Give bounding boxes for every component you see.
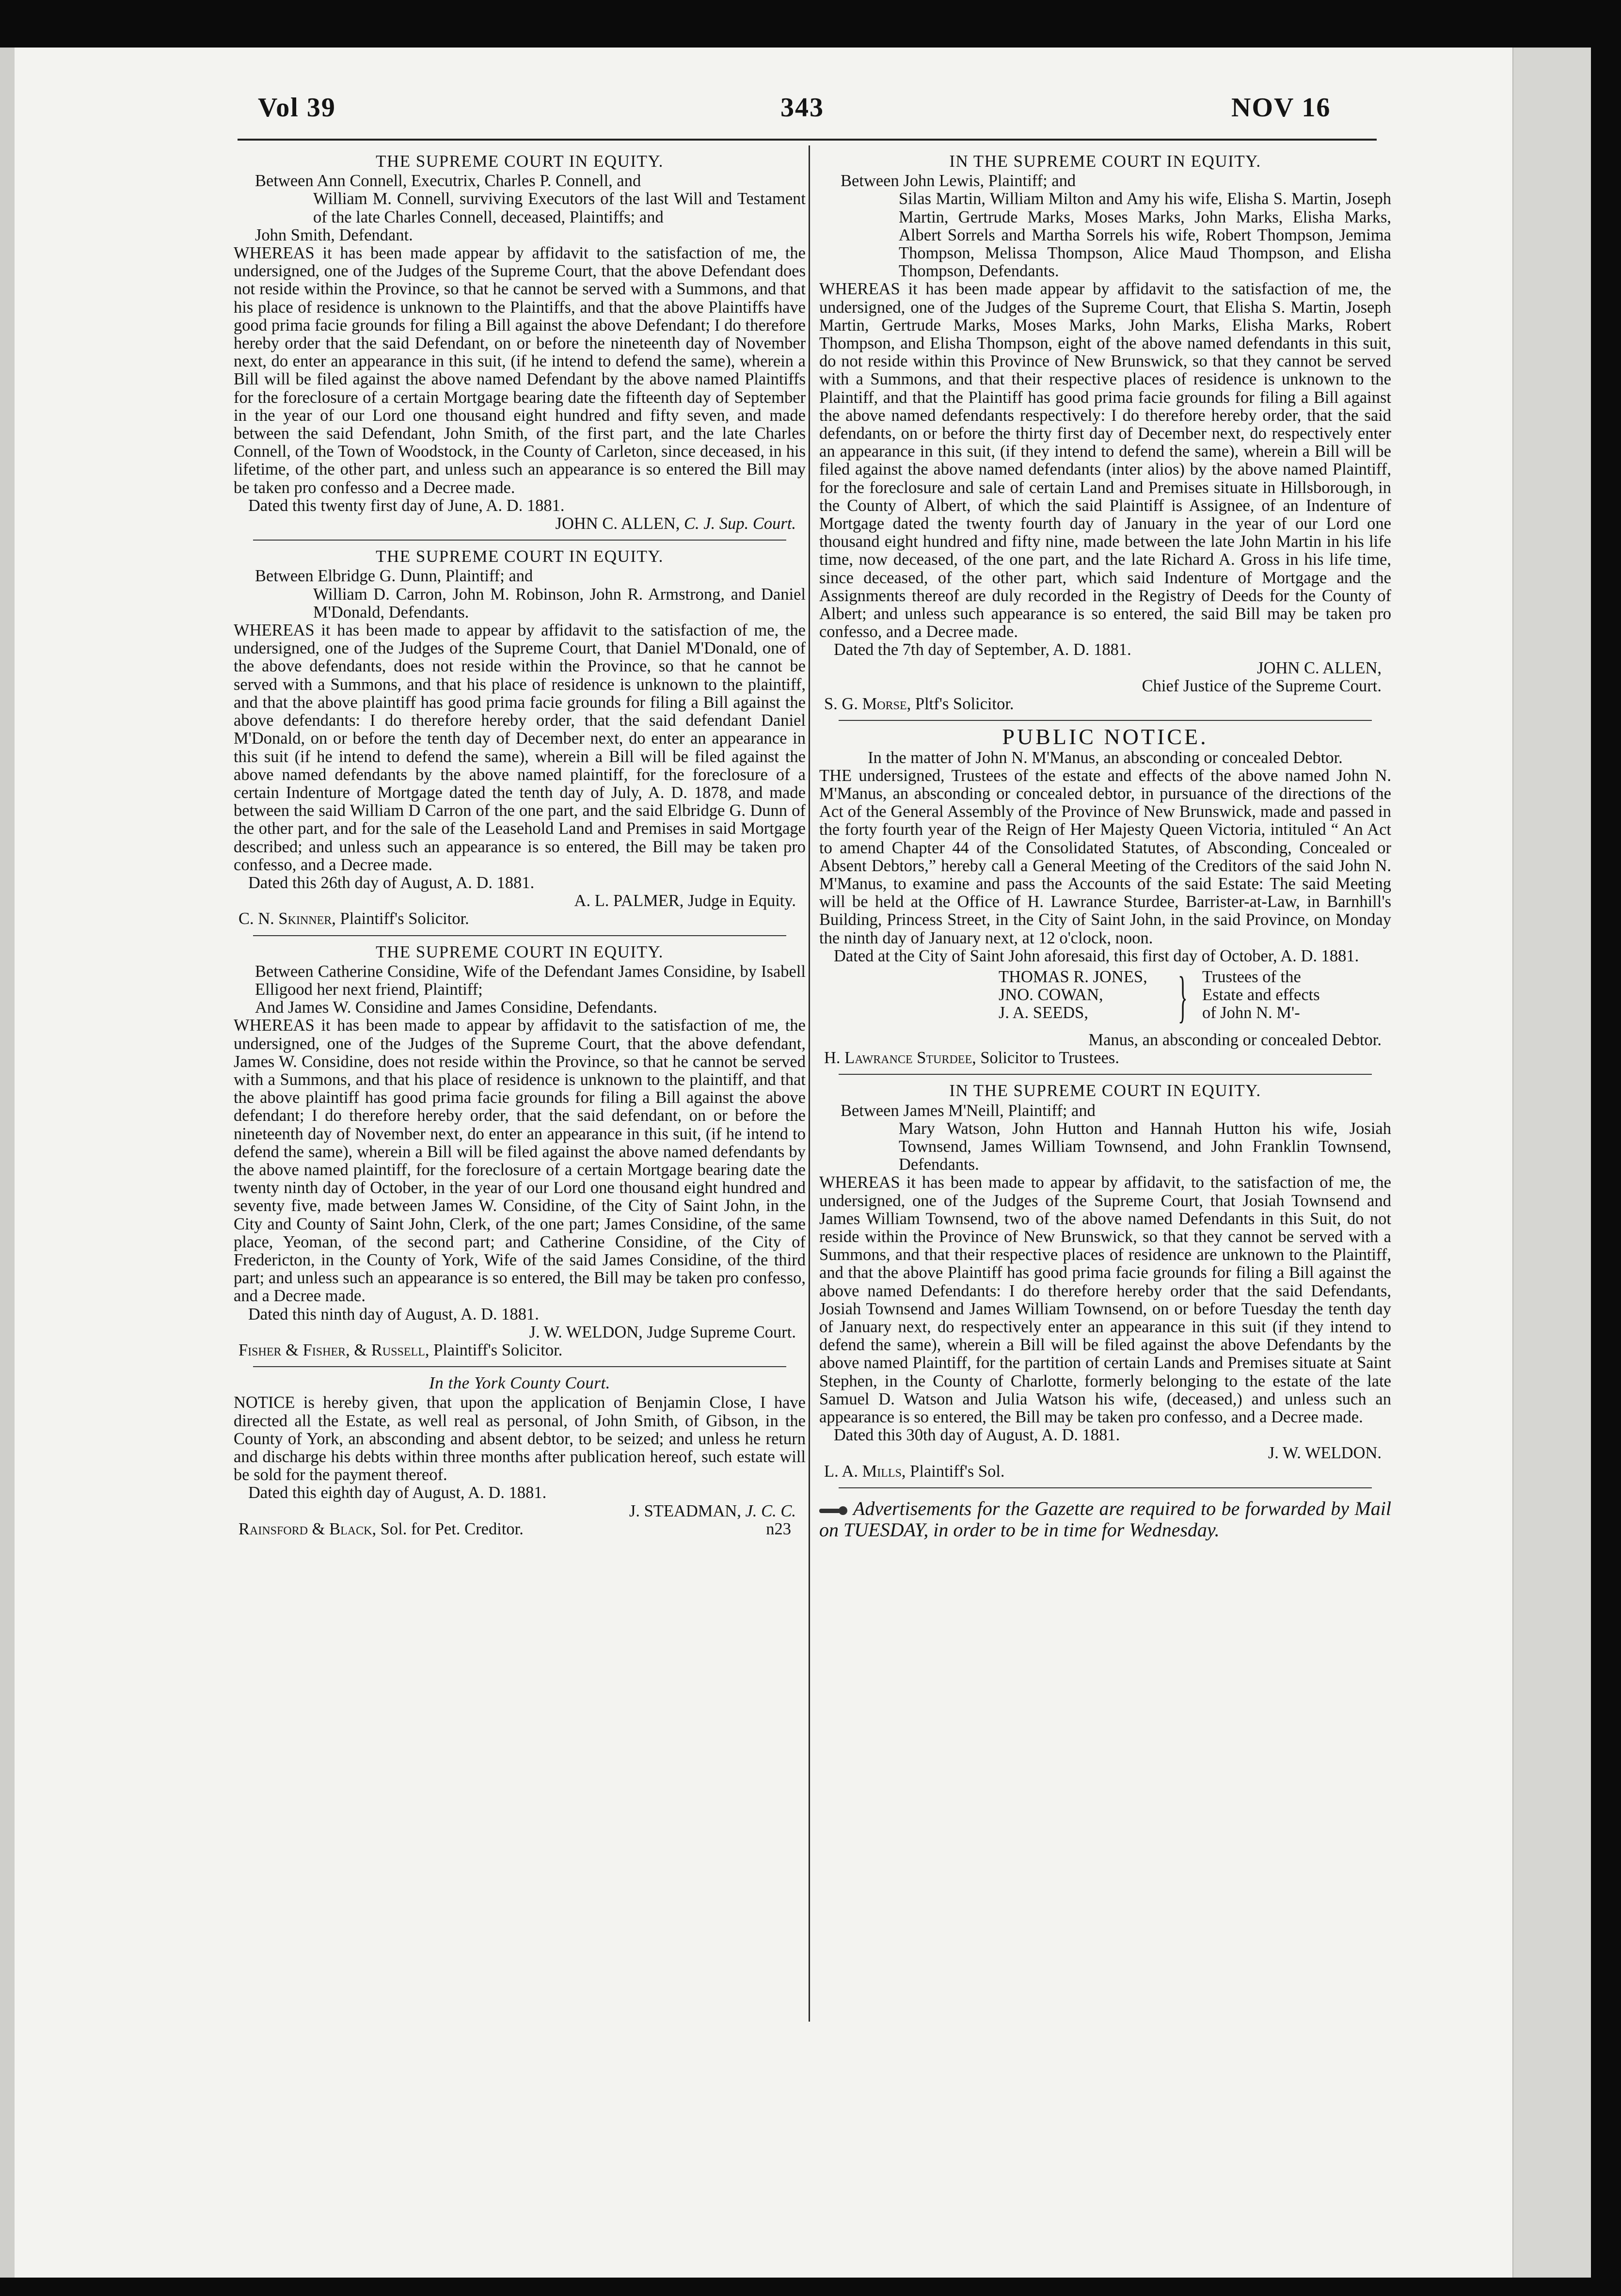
notice-matter: In the matter of John N. M'Manus, an absconding or concealed Debtor. [868,748,1343,767]
page-number: 343 [780,93,824,123]
notice-body: WHEREAS it has been made to appear by affidavit to the satisfaction of me, the undersigned, one of the Judges of the Supreme Court, that the above defendant, James W. Considine, does not reside within the Province, so that he cannot be served with a Summons, and that his place of residence is unknown to the plaintiff, and that the above plaintiff has good prima facie grounds for filing a Bill against the above defendant; I do therefore hereby order, that the said defendant, on or before the nineteenth day of November next, do enter an appearance in this suit, (if he intend to defend the same), wherein a Bill will be filed against the above named defendants by the above named plaintiff, for the foreclosure of a certain Mortgage bearing date the twenty ninth day of October, in the year of our Lord one thousand eight hundred and seventy five, made between James W. Considine, of the City of Saint John, in the City and County of Saint John, Clerk, of the one part; James Considine, of the same place, Yeoman, of the second part; and Catherine Considine, of the City of Fredericton, in the County of York, Wife of the said James Considine, of the third part; and unless such an appearance is so entered, the Bill may be taken pro confesso, and a Decree made. [234,1016,806,1306]
advertisement-text: Advertisements for the Gazette are required to be forwarded by Mail on TUESDAY, in order to be in time for Wednesday. [819,1497,1391,1541]
notice-dated: Dated the 7th day of September, A. D. 1881. [834,640,1131,659]
solicitor-role: Plaintiff's Sol. [910,1462,1005,1481]
notice-body: WHEREAS it has been made to appear by affidavit, to the satisfaction of me, the undersigned, one of the Judges of the Supreme Court, that Josiah Townsend and James William Townsend, two of the above named Defendants in this Suit, do not reside within the Province of New Brunswick, so that they cannot be served with a Summons, and that their respective places of residence are unknown to the Plaintiff, and that the above Plaintiff has good prima facie grounds for filing a Bill against the above named Defendants: I do therefore hereby order that the said Defendants, Josiah Townsend and James William Townsend, on or before Tuesday the tenth day of January next, do respectively enter an appearance in this suit (if they intend to defend the same), wherein a Bill will be filed against the above Defendants by the above named Plaintiff, for the partition of certain Lands and Premises situate at Saint Stephen, in the County of Charlotte, formerly belonging to the estate of the late Samuel D. Watson and Julia Watson his wife, (deceased,) and unless such an appearance is so entered, the Bill may be taken pro confesso, and a Decree made. [819,1173,1391,1426]
parties-line: Between Ann Connell, Executrix, Charles P. Connell, and [255,172,641,191]
notice-body: THE undersigned, Trustees of the estate and effects of the above named John N. M'Manus, an absconding or concealed debtor, in pursuance of the directions of the Act of the General Assembly of the Province of New Brunswick, made and passed in the forty fourth year of the Reign of Her Majesty Queen Victoria, intituled “ An Act to amend Chapter 44 of the Consolidated Statutes, of Absconding, Concealed or Absent Debtors,” hereby call a General Meeting of the Creditors of the said John N. M'Manus, to examine and pass the Accounts of the said Estate: The said Meeting will be held at the Office of H. Lawrance Sturdee, Barrister-at-Law, in Barnhill's Building, Princess Street, in the City of Saint John, in the said Province, on Monday the ninth day of January next, at 12 o'clock, noon. [819,766,1391,947]
notice-solicitor [234,910,806,928]
trustee-name: JNO. COWAN, [999,986,1103,1004]
notice-separator [253,1366,786,1367]
solicitor-name: C. N. Skinner, [238,909,336,928]
parties-line: And James W. Considine and James Considine, Defendants. [255,998,657,1017]
signature-role: J. C. C. [745,1501,796,1520]
notice-dated: Dated this eighth day of August, A. D. 1881. [248,1483,547,1502]
brace-icon: } [1178,964,1188,1028]
parties-line: William D. Carron, John M. Robinson, John R. Armstrong, and Daniel M'Donald, Defendants. [313,585,806,622]
notice-separator [839,1487,1372,1488]
notice-dunn-v-carron [234,547,806,928]
parties-line: Between James M'Neill, Plaintiff; and [841,1101,1096,1120]
solicitor-name: H. Lawrance Sturdee, [824,1049,976,1068]
notice-considine [234,943,806,1360]
solicitor-role: Plaintiff's Solicitor. [433,1341,563,1359]
trustees-block [819,964,1391,1031]
notice-dated: Dated at the City of Saint John aforesaid, this first day of October, A. D. 1881. [834,946,1359,965]
notice-separator [839,720,1372,721]
notice-title: PUBLIC NOTICE. [1002,724,1208,749]
notice-separator [253,935,786,936]
notice-title: THE SUPREME COURT IN EQUITY. [376,942,664,961]
notice-parties [234,567,806,622]
advertisement-notice [819,1498,1391,1541]
notice-body: WHEREAS it has been made appear by affidavit to the satisfaction of me, the undersigned, one of the Judges of the Supreme Court, that the above Defendant does not reside within the Province, so that he cannot be served with a Summons, and that his place of residence is unknown to the Plaintiffs, and that the above Plaintiffs have good prima facie grounds for filing a Bill against the above Defendant; I do therefore hereby order that the said Defendant, on or before the nineteenth day of November next, do enter an appearance in this suit, (if he intend to defend the same), wherein a Bill will be filed against the above named Defendant by the above named Plaintiffs for the foreclosure of a certain Mortgage bearing date the fifteenth day of September in the year of our Lord one thousand eight hundred and fifty seven, and made between the said Defendant, John Smith, of the first part, and the late Charles Connell, of the Town of Woodstock, in the County of Carleton, since deceased, in his lifetime, of the other part, and unless such an appearance is so entered the Bill may be taken pro confesso and a Decree made. [234,244,806,497]
notice-connell-v-smith [234,152,806,533]
trustee-role [1202,968,1391,1022]
signature-name: JOHN C. ALLEN, [1257,658,1382,677]
notice-separator [839,1074,1372,1075]
page-edge [1512,48,1591,2278]
signature-name: JOHN C. ALLEN, [555,514,680,533]
notice-dated: Dated this 26th day of August, A. D. 1881. [248,873,535,892]
insertion-code: n23 [766,1519,791,1538]
notice-body: WHEREAS it has been made appear by affidavit to the satisfaction of me, the undersigned, one of the Judges of the Supreme Court, that Elisha S. Martin, Joseph Martin, Gertrude Marks, Moses Marks, John Marks, Elisha Marks, Robert Thompson, and Elisha Thompson, eight of the above named defendants in this suit, do not reside within this Province of New Brunswick, so that they cannot be served with a Summons, and that their respective places of residence is unknown to the Plaintiff, and that the Plaintiff has good prima facie grounds for filing a Bill against the above named defendants respectively: I do therefore hereby order, that the said defendants, on or before the thirty first day of December next, do respectively enter an appearance in this suit, (if they intend to defend the same), wherein a Bill will be filed against the above named defendants (inter alios) by the above named Plaintiff, for the foreclosure and sale of certain Land and Premises situate in Hillsborough, in the County of Albert, of which the said Plaintiff is Assignee, of an Indenture of Mortgage dated the twenty fourth day of January in the year of our Lord one thousand eight hundred and fifty nine, made between the late John Martin in his life time, now deceased, of the one part, and the late Richard A. Gross in his life time, since deceased, of the other part, which said Indenture of Mortgage and the Assignments thereof are duly recorded in the Registry of Deeds for the County of Albert; and unless such appearance is so entered, the said Bill may be taken pro confesso, and a Decree made. [819,280,1391,641]
notice-parties [234,963,806,1017]
parties-line: Silas Martin, William Milton and Amy his wife, Elisha S. Martin, Joseph Martin, Gertrude Marks, Moses Marks, John Marks, Elisha Marks, Albert Sorrels and Martha Sorrels his wife, Robert Thompson, Jemima Thompson, Melissa Thompson, Alice Maud Thompson, and Elisha Thompson, Defendants. [899,190,1391,281]
right-column [819,149,1391,1541]
parties-line: Between Catherine Considine, Wife of the Defendant James Considine, by Isabell Elligood her next friend, Plaintiff; [255,962,806,999]
signature-role: C. J. Sup. Court. [684,514,796,533]
notice-solicitor [234,1520,806,1538]
notice-public-mcmanus [819,724,1391,1068]
notice-dated: Dated this 30th day of August, A. D. 1881. [834,1426,1120,1445]
trustee-role-line: of John N. M'- [1202,1004,1300,1022]
parties-line: William M. Connell, surviving Executors of the last Will and Testament of the late Charles Connell, deceased, Plaintiffs; and [313,190,806,226]
scan-left-strip [0,48,15,2278]
page-header [228,92,1391,136]
solicitor-name: L. A. Mills, [824,1462,906,1481]
notice-title: THE SUPREME COURT IN EQUITY. [376,152,664,171]
notice-solicitor [819,1463,1391,1481]
notice-signature: J. W. WELDON. [1268,1444,1382,1463]
notice-parties [234,172,806,244]
page-content [228,92,1391,2012]
notice-dated: Dated this ninth day of August, A. D. 1881. [248,1305,539,1323]
trustee-role-line: Manus, an absconding or concealed Debtor. [1088,1030,1382,1049]
notice-title: IN THE SUPREME COURT IN EQUITY. [949,1081,1261,1100]
parties-line: Between John Lewis, Plaintiff; and [841,172,1076,191]
notice-dated: Dated this twenty first day of June, A. D. 1881. [248,496,565,515]
notice-signature: A. L. PALMER, Judge in Equity. [574,892,796,910]
notice-separator [253,540,786,541]
left-column [234,149,806,1545]
solicitor-name: Fisher & Fisher, & Russell, [238,1341,429,1359]
notice-signature [819,659,1391,695]
solicitor-role: Pltf's Solicitor. [915,695,1014,714]
parties-line: Between Elbridge G. Dunn, Plaintiff; and [255,567,533,586]
solicitor-role: Sol. for Pet. Creditor. [380,1519,524,1538]
solicitor-name: Rainsford & Black, [238,1519,377,1538]
header-rule [238,139,1377,141]
trustee-names [999,968,1173,1022]
notice-solicitor [819,1049,1391,1067]
notice-signature [234,515,806,533]
notice-body: NOTICE is hereby given, that upon the application of Benjamin Close, I have directed all the Estate, as well real as personal, of John Smith, of Gibson, in the County of York, an absconding and absent debtor, to be seized; and unless he return and discharge his debts within three months after publication hereof, such estate will be sold for the payment thereof. [234,1393,806,1484]
notice-parties [819,1102,1391,1174]
parties-line: Mary Watson, John Hutton and Hannah Hutton his wife, Josiah Townsend, James William Townsend, and John Franklin Townsend, Defendants. [899,1119,1391,1174]
trustee-name: J. A. SEEDS, [999,1004,1088,1022]
notice-mcneill-v-watson [819,1082,1391,1480]
notice-parties [819,172,1391,280]
notice-body: WHEREAS it has been made to appear by affidavit to the satisfaction of me, the undersigned, one of the Judges of the Supreme Court, that Daniel M'Donald, one of the above defendants, does not reside within the Province, so that he cannot be served with a Summons, and that his place of residence is unknown to the plaintiff, and that the above plaintiff has good prima facie grounds for filing a Bill against the above defendants: I do therefore hereby order, that the said defendant Daniel M'Donald, on or before the tenth day of December next, do enter an appearance in this suit (if he intend to defend the same), wherein a Bill will be filed against the above named defendants by the above named plaintiff, for the foreclosure of a certain Indenture of Mortgage dated the tenth day of July, A. D. 1878, and made between the said William D Carron of the one part, and the said Elbridge G. Dunn of the other part, and for the sale of the Leasehold Land and Premises in said Mortgage described; and unless such an appearance is so entered, the Bill may be taken pro confesso, and a Decree made. [234,621,806,874]
issue-date: NOV 16 [1231,93,1331,123]
notice-solicitor [819,695,1391,713]
solicitor-role: Solicitor to Trustees. [980,1049,1119,1068]
volume-label: Vol 39 [258,93,336,123]
trustee-role-line: Estate and effects [1202,986,1320,1004]
trustee-role-line: Trustees of the [1202,967,1301,986]
notice-signature: J. W. WELDON, Judge Supreme Court. [529,1323,796,1341]
solicitor-name: S. G. Morse, [824,695,911,714]
notice-title: IN THE SUPREME COURT IN EQUITY. [949,152,1261,171]
notice-york-county-court [234,1374,806,1538]
notice-solicitor [234,1341,806,1359]
notice-title: THE SUPREME COURT IN EQUITY. [376,547,664,566]
solicitor-role: Plaintiff's Solicitor. [340,909,469,928]
notice-lewis-v-martin [819,152,1391,713]
parties-line: John Smith, Defendant. [255,225,413,244]
column-divider [809,145,810,2022]
notice-title: In the York County Court. [429,1373,610,1393]
notice-signature [234,1502,806,1520]
signature-role: Chief Justice of the Supreme Court. [1142,676,1382,695]
signature-name: J. STEADMAN, [629,1501,741,1520]
pointing-hand-icon [819,1504,848,1517]
trustee-name: THOMAS R. JONES, [999,967,1147,986]
